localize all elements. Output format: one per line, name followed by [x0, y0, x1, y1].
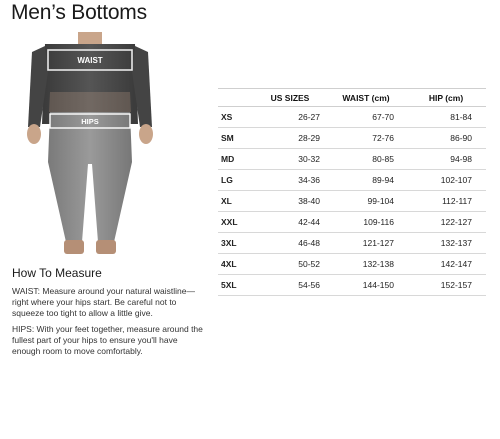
neck-shape [78, 32, 102, 44]
waist-cell: 80-85 [326, 149, 406, 170]
size-cell: 3XL [218, 233, 254, 254]
right-foot [96, 240, 116, 254]
table-row [218, 212, 486, 233]
us-size-cell: 46-48 [254, 233, 326, 254]
hip-cell: 81-84 [406, 107, 486, 128]
page-title: Men’s Bottoms [11, 1, 147, 24]
model-figure [10, 32, 170, 262]
waist-cell: 89-94 [326, 170, 406, 191]
size-cell: 4XL [218, 254, 254, 275]
waist-instructions: WAIST: Measure around your natural waistline—right where your hips start. Be careful not to squeeze too tight to allow a little give. [12, 286, 195, 318]
us-size-cell: 30-32 [254, 149, 326, 170]
us-sizes-column-header: US SIZES [254, 89, 326, 107]
waist-column-header: WAIST (cm) [326, 89, 406, 107]
hip-cell: 94-98 [406, 149, 486, 170]
waist-skin [49, 92, 131, 112]
left-foot [64, 240, 84, 254]
hip-cell: 142-147 [406, 254, 486, 275]
size-cell: XS [218, 107, 254, 128]
size-cell: LG [218, 170, 254, 191]
us-size-cell: 42-44 [254, 212, 326, 233]
table-row [218, 191, 486, 212]
model-illustration [10, 32, 170, 262]
left-hand [27, 124, 41, 144]
hip-cell: 86-90 [406, 128, 486, 149]
size-cell: SM [218, 128, 254, 149]
size-cell: 5XL [218, 275, 254, 296]
us-size-cell: 50-52 [254, 254, 326, 275]
waist-cell: 99-104 [326, 191, 406, 212]
us-size-cell: 28-29 [254, 128, 326, 149]
waist-cell: 121-127 [326, 233, 406, 254]
hip-cell: 152-157 [406, 275, 486, 296]
size-cell: XL [218, 191, 254, 212]
waist-cell: 144-150 [326, 275, 406, 296]
waist-cell: 132-138 [326, 254, 406, 275]
us-size-cell: 34-36 [254, 170, 326, 191]
hip-cell: 102-107 [406, 170, 486, 191]
us-size-cell: 54-56 [254, 275, 326, 296]
hip-cell: 112-117 [406, 191, 486, 212]
us-size-cell: 26-27 [254, 107, 326, 128]
table-row [218, 128, 486, 149]
table-row [218, 170, 486, 191]
pants-shape [48, 112, 132, 242]
size-chart-table [218, 88, 486, 296]
table-row [218, 254, 486, 275]
table-row [218, 107, 486, 128]
hip-column-header: HIP (cm) [406, 89, 486, 107]
waist-cell: 67-70 [326, 107, 406, 128]
hips-instructions: HIPS: With your feet together, measure around the fullest part of your hips to ensure you'll have enough room to move comfortably. [12, 324, 203, 356]
waist-cell: 109-116 [326, 212, 406, 233]
table-row [218, 275, 486, 296]
hip-cell: 122-127 [406, 212, 486, 233]
size-cell: XXL [218, 212, 254, 233]
hips-label: HIPS [81, 117, 99, 126]
how-to-heading: How To Measure [12, 266, 102, 280]
right-hand [139, 124, 153, 144]
size-cell: MD [218, 149, 254, 170]
how-to-measure-section [12, 266, 208, 362]
table-header-row [218, 89, 486, 107]
size-column-header [218, 89, 254, 107]
table-row [218, 149, 486, 170]
waist-label: WAIST [77, 56, 103, 65]
waist-cell: 72-76 [326, 128, 406, 149]
us-size-cell: 38-40 [254, 191, 326, 212]
hip-cell: 132-137 [406, 233, 486, 254]
table-row [218, 233, 486, 254]
